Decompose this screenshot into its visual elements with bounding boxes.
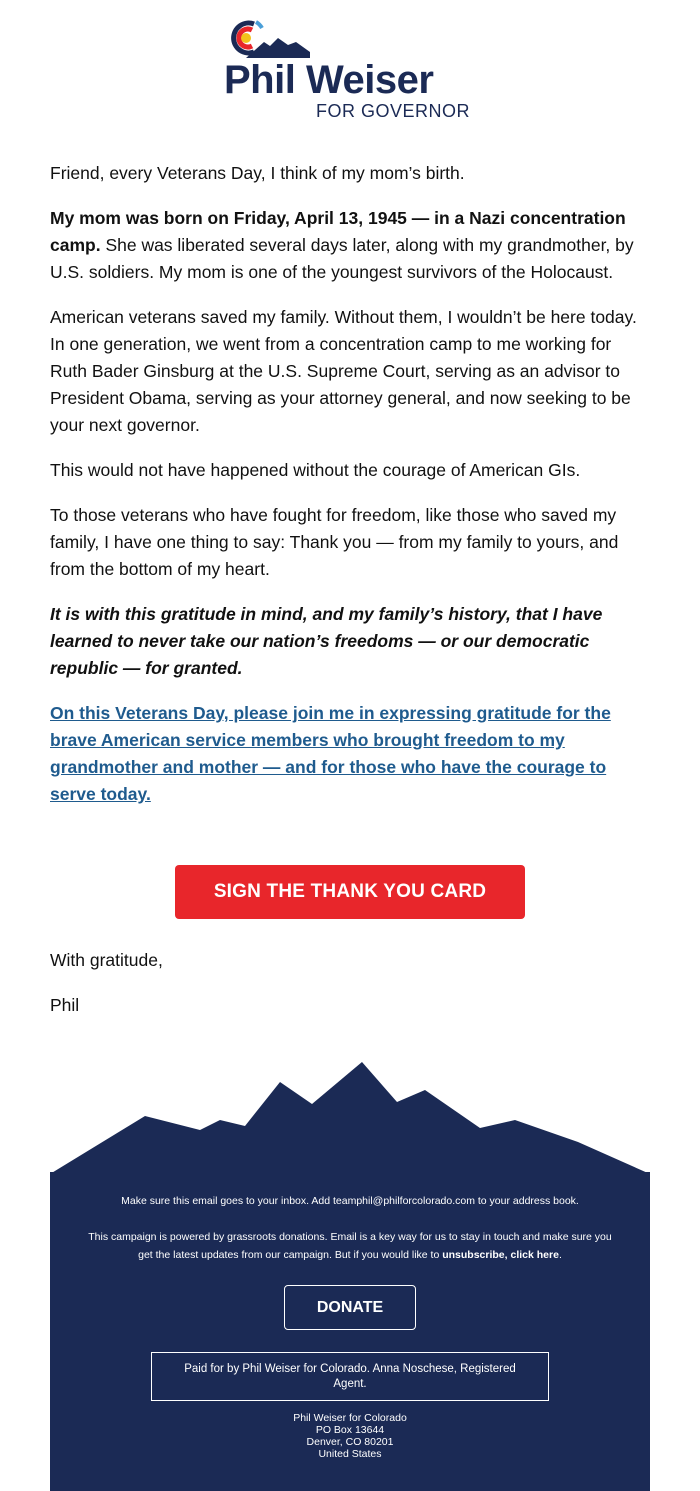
address-org: Phil Weiser for Colorado <box>293 1412 407 1424</box>
inbox-note: Make sure this email goes to your inbox. Add teamphil@philforcolorado.com to your address book. <box>121 1195 579 1207</box>
thank-you-card-link[interactable]: On this Veterans Day, please join me in expressing gratitude for the brave American service members who brought freedom to my grandmother and mother — and for those who have the courage to serve today. <box>50 703 611 804</box>
signoff <box>50 947 650 1037</box>
grassroots-note <box>80 1228 620 1264</box>
campaign-logo <box>0 0 700 140</box>
paid-for-disclaimer: Paid for by Phil Weiser for Colorado. Anna Noschese, Registered Agent. <box>151 1352 549 1401</box>
address-country: United States <box>318 1448 382 1460</box>
paragraph-link <box>50 700 650 808</box>
logo-subtitle: FOR GOVERNOR <box>316 101 471 121</box>
address-city: Denver, CO 80201 <box>306 1436 394 1448</box>
birth-bold-text: My mom was born on Friday, April 13, 1945 — in a Nazi concentration camp. <box>50 208 626 255</box>
grassroots-text: This campaign is powered by grassroots donations. Email is a key way for us to stay in touch and make sure you get the latest updates from our campaign. But if you would like to <box>88 1231 612 1261</box>
paragraph-birth <box>50 205 650 286</box>
paragraph-gratitude: It is with this gratitude in mind, and my family’s history, that I have learned to never take our nation’s freedoms — or our democratic republic — for granted. <box>50 604 603 678</box>
mountain-silhouette <box>50 1058 650 1178</box>
donate-button[interactable]: DONATE <box>284 1285 416 1330</box>
paragraph-thank-you: To those veterans who have fought for freedom, like those who saved my family, I have one thing to say: Thank you — from my family to yours, and from the bottom of my heart. <box>50 505 619 579</box>
email-body <box>50 160 650 826</box>
address-po: PO Box 13644 <box>315 1424 385 1436</box>
footer <box>50 1172 650 1491</box>
unsubscribe-link[interactable]: unsubscribe, click here <box>442 1249 559 1261</box>
signature-name: Phil <box>50 995 80 1015</box>
mailing-address <box>50 1412 650 1460</box>
cta-container <box>0 865 700 919</box>
sign-thank-you-card-button[interactable]: SIGN THE THANK YOU CARD <box>175 865 525 919</box>
closing-text: With gratitude, <box>50 950 163 970</box>
logo-wordmark: Phil Weiser <box>224 58 434 102</box>
paragraph-greeting: Friend, every Veterans Day, I think of my mom’s birth. <box>50 163 465 183</box>
grassroots-end: . <box>558 1249 562 1261</box>
birth-rest-text: She was liberated several days later, along with my grandmother, by U.S. soldiers. My mom is one of the youngest survivors of the Holocaust. <box>50 235 634 282</box>
paragraph-courage: This would not have happened without the courage of American GIs. <box>50 460 581 480</box>
paragraph-veterans-saved: American veterans saved my family. Without them, I wouldn’t be here today. In one generation, we went from a concentration camp to me working for Ruth Bader Ginsburg at the U.S. Supreme Court, serving as an advisor to President Obama, serving as your attorney general, and now seeking to be your next governor. <box>50 307 637 435</box>
colorado-flag-mountain-icon <box>226 18 310 60</box>
